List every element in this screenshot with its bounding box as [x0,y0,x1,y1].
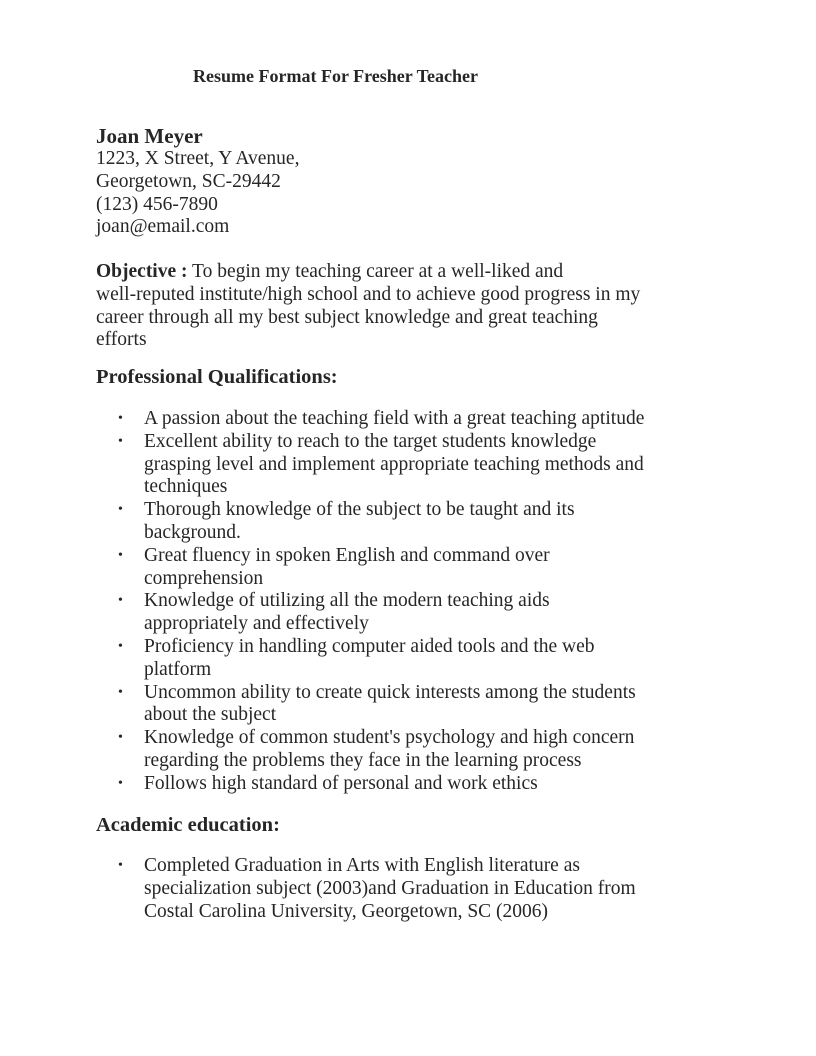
list-item-line: Great fluency in spoken English and command over [144,544,550,566]
list-item-line: appropriately and effectively [144,613,369,635]
bullet-icon: • [118,433,123,449]
list-item [96,855,636,923]
bullet-icon: • [118,730,123,746]
education-heading: Academic education: [96,814,280,836]
bullet-icon: • [118,638,123,654]
bullet-icon: • [118,858,123,873]
bullet-icon: • [118,502,123,518]
list-item-line: Follows high standard of personal and work ethics [144,772,538,794]
list-item [96,431,644,499]
list-item [96,636,644,682]
education-list [96,855,636,923]
list-item-line: platform [144,658,212,680]
document-title: Resume Format For Fresher Teacher [193,66,478,86]
contact-block [96,148,299,239]
list-item-line: comprehension [144,567,264,589]
address-line-1: 1223, X Street, Y Avenue, [96,148,300,169]
list-item-line: Knowledge of common student's psychology and high concern [144,727,635,749]
list-item-line: Excellent ability to reach to the target students knowledge [144,430,597,452]
list-item-line: Knowledge of utilizing all the modern teaching aids [144,590,550,612]
objective-line: efforts [96,329,147,351]
address-line-2: Georgetown, SC-29442 [96,170,281,192]
email: joan@email.com [96,216,230,238]
list-item [96,727,644,773]
list-item-line: Proficiency in handling computer aided tools and the web [144,635,595,657]
list-item [96,773,644,796]
objective-line: To begin my teaching career at a well-liked and [187,261,564,282]
list-item [96,682,644,728]
objective-section [96,261,640,352]
objective-line: well-reputed institute/high school and to achieve good progress in my [96,283,641,305]
list-item-line: background. [144,521,241,543]
objective-line: career through all my best subject knowledge and great teaching [96,306,598,328]
list-item-line: Thorough knowledge of the subject to be taught and its [144,499,575,521]
list-item-line: techniques [144,476,228,498]
list-item-line: Costal Carolina University, Georgetown, SC (2006) [144,900,549,922]
list-item [96,408,644,431]
list-item-line: Uncommon ability to create quick interests among the students [144,681,636,703]
list-item [96,499,644,545]
bullet-icon: • [118,775,123,791]
bullet-icon: • [118,411,123,426]
qualifications-heading: Professional Qualifications: [96,366,338,388]
list-item-line: about the subject [144,704,277,726]
list-item-line: A passion about the teaching field with a great teaching aptitude [144,408,645,429]
qualifications-list [96,408,644,796]
bullet-icon: • [118,684,123,700]
candidate-name: Joan Meyer [96,124,203,148]
list-item [96,545,644,591]
bullet-icon: • [118,547,123,563]
objective-label: Objective : [96,261,188,282]
list-item-line: regarding the problems they face in the learning process [144,749,582,771]
list-item [96,590,644,636]
bullet-icon: • [118,593,123,609]
phone: (123) 456-7890 [96,193,218,215]
list-item-line: Completed Graduation in Arts with English literature as [144,855,580,876]
list-item-line: grasping level and implement appropriate teaching methods and [144,453,644,475]
list-item-line: specialization subject (2003)and Graduation in Education from [144,877,636,899]
